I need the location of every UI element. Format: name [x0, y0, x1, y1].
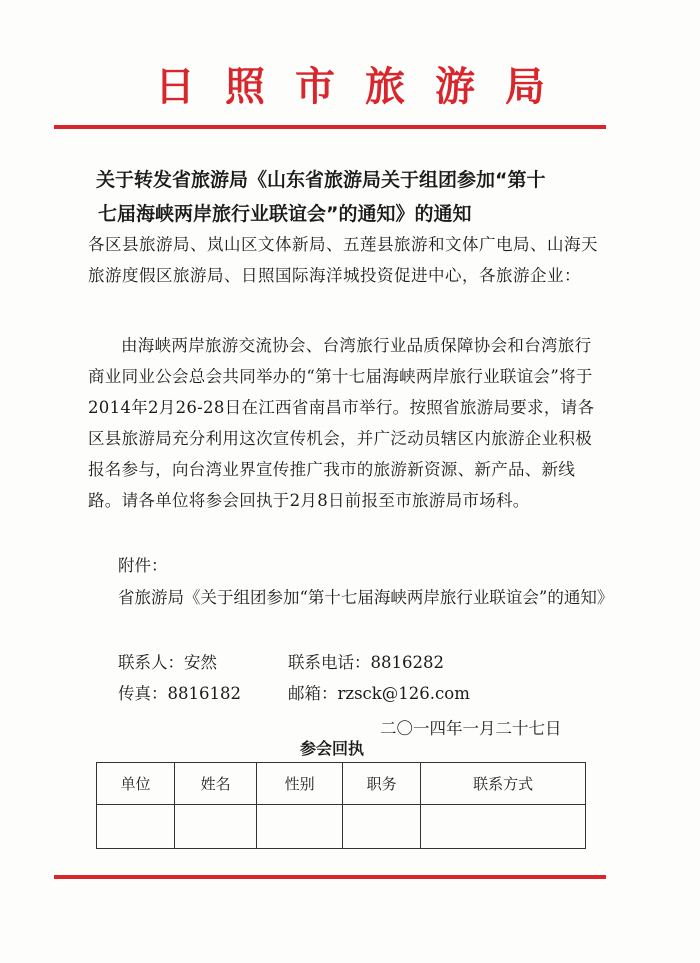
contact-fax: 传真：8816182	[118, 684, 241, 703]
footer-red-rule	[54, 875, 606, 879]
table-cell	[257, 805, 343, 849]
issue-date: 二〇一四年一月二十七日	[380, 719, 562, 738]
contact-person: 联系人：安然	[118, 653, 217, 672]
receipt-title: 参会回执	[300, 739, 365, 758]
notice-title-line-2: 七届海峡两岸旅行业联谊会”的通知》的通知	[98, 203, 472, 225]
column-header-unit: 单位	[97, 763, 175, 805]
recipients-text: 各区县旅游局、岚山区文体新局、五莲县旅游和文体广电局、山海天旅游度假区旅游局、日照国际海洋城投资促进中心，各旅游企业：	[88, 235, 598, 285]
body-paragraph: 由海峡两岸旅游交流协会、台湾旅行业品质保障协会和台湾旅行商业同业公会总会共同举办的“第十七届海峡两岸旅行业联谊会”将于2014年2月26-28日在江西省南昌市举行。按照省旅游局要求，请各区县旅游局充分利用这次宣传机会，并广泛动员辖区内旅游企业积极报名参与，向台湾业界宣传推广我市的旅游新资源、新产品、新线路。请各单位将参会回执于2月8日前报至市旅游局市场科。	[88, 336, 595, 510]
notice-title	[96, 163, 616, 231]
attachment-label: 附件：	[118, 556, 168, 575]
column-header-position: 职务	[343, 763, 421, 805]
masthead-red-rule	[54, 125, 606, 129]
receipt-blank-row	[97, 805, 586, 849]
column-header-name: 姓名	[175, 763, 257, 805]
table-cell	[421, 805, 586, 849]
masthead-title: 日照市旅游局	[155, 64, 575, 110]
receipt-table	[96, 762, 586, 849]
table-cell	[343, 805, 421, 849]
column-header-contact: 联系方式	[421, 763, 586, 805]
column-header-gender: 性别	[257, 763, 343, 805]
contact-email: 邮箱：rzsck@126.com	[288, 684, 470, 703]
attachment-item: 省旅游局《关于组团参加“第十七届海峡两岸旅行业联谊会”的通知》	[118, 588, 614, 607]
notice-title-line-1: 关于转发省旅游局《山东省旅游局关于组团参加“第十	[96, 169, 546, 191]
table-cell	[97, 805, 175, 849]
contact-phone: 联系电话：8816282	[288, 653, 444, 672]
table-cell	[175, 805, 257, 849]
receipt-header-row	[97, 763, 586, 805]
